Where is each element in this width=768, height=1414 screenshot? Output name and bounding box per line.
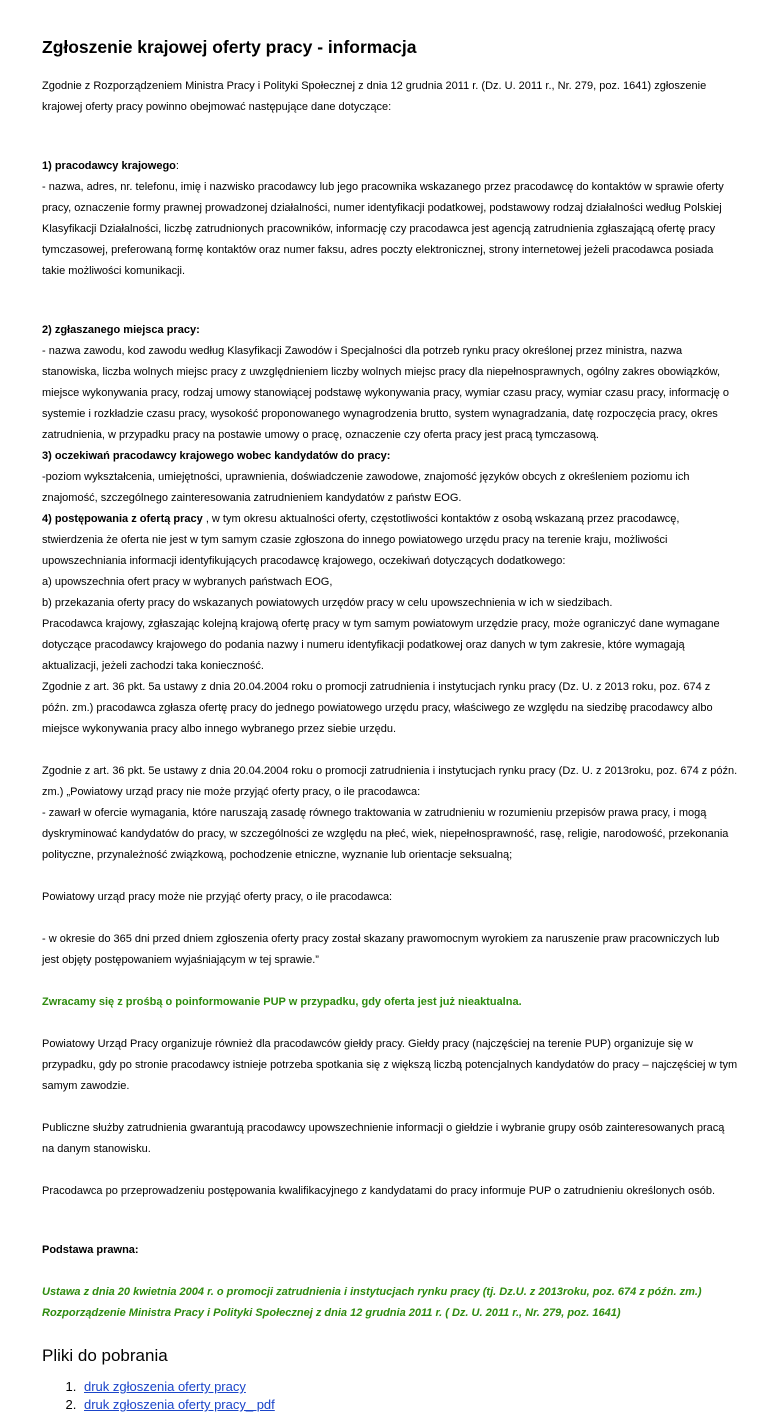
paragraph-art-5a: Zgodnie z art. 36 pkt. 5a ustawy z dnia 20.04.2004 roku o promocji zatrudnienia i instytucjach rynku pracy (Dz. U. z 2013 roku, poz. 674 z późn. zm.) pracodawca zgłasza ofertę pracy do jednego powiatowego urzędu pracy, właściwego ze względu na siedzibę pracodawcy albo miejsce wykonywania pracy albo innego wybranego przez siebie urzędu. <box>42 681 713 735</box>
section-procedure: 4) postępowania z ofertą pracy , w tym okresu aktualności oferty, częstotliwości kontaktów z osobą wskazaną przez pracodawcę, stwierdzenia że oferta nie jest w tym samym czasie zgłoszona do innego powiatowego urzędu pracy na terenie kraju, możliwości upowszechniania informacji identyfikujących pracodawcę krajowego, oczekiwań dotyczących dodatkowego: <box>42 513 680 567</box>
paragraph-job-fairs: Powiatowy Urząd Pracy organizuje również dla pracodawców giełdy pracy. Giełdy pracy (najczęściej na terenie PUP) organizuje się w przypadku, gdy po stronie pracodawcy istnieje potrzeba spotkania się z większą liczbą potencjalnych kandydatów do pracy – najczęściej w tym samym zawodzie. <box>42 1038 738 1092</box>
paragraph-may-reject: Powiatowy urząd pracy może nie przyjąć oferty pracy, o ile pracodawca: <box>42 891 393 903</box>
download-link-doc[interactable]: druk zgłoszenia oferty pracy <box>84 1379 246 1394</box>
section-expectations-heading: 3) oczekiwań pracodawcy krajowego wobec kandydatów do pracy: <box>42 450 391 462</box>
paragraph-art-5e-item: - zawarł w ofercie wymagania, które naruszają zasadę równego traktowania w zatrudnieniu w rozumieniu przepisów prawa pracy, i mogą dyskryminować kandydatów do pracy, w szczególności ze względu na płeć, wiek, niepełnosprawność, rasę, religie, narodowość, przekonania polityczne, przynależność związkową, pochodzenie etniczne, wyznanie lub orientacje seksualną; <box>42 807 729 861</box>
section-employer: 1) pracodawcy krajowego: <box>42 160 179 172</box>
download-item <box>80 1378 738 1396</box>
section-expectations <box>42 446 738 467</box>
download-link-pdf[interactable]: druk zgłoszenia oferty pracy_ pdf <box>84 1397 275 1412</box>
section-workplace <box>42 320 738 341</box>
paragraph-art-5e: Zgodnie z art. 36 pkt. 5e ustawy z dnia 20.04.2004 roku o promocji zatrudnienia i instytucjach rynku pracy (Dz. U. z 2013roku, poz. 674 z późn. zm.) „Powiatowy urząd pracy nie może przyjąć oferty pracy, o ile pracodawca: <box>42 765 738 798</box>
legal-basis-heading: Podstawa prawna: <box>42 1244 139 1256</box>
downloads-heading: Pliki do pobrania <box>42 1346 168 1365</box>
download-item <box>80 1396 738 1414</box>
section-employer-heading: 1) pracodawcy krajowego <box>42 160 176 172</box>
law-act-2: Rozporządzenie Ministra Pracy i Polityki Społecznej z dnia 12 grudnia 2011 r. ( Dz. U. 2011 r., Nr. 279, poz. 1641) <box>42 1307 621 1319</box>
paragraph-public-services: Publiczne służby zatrudnienia gwarantują pracodawcy upowszechnienie informacji o giełdzie i wybranie grupy osób zainteresowanych pracą na danym stanowisku. <box>42 1122 725 1155</box>
procedure-item-a: a) upowszechnia ofert pracy w wybranych państwach EOG, <box>42 576 333 588</box>
section-workplace-text: - nazwa zawodu, kod zawodu według Klasyfikacji Zawodów i Specjalności dla potrzeb rynku pracy określonej przez ministra, nazwa stanowiska, liczba wolnych miejsc pracy z uwzględnieniem liczby wolnych miejsc pracy dla niepełnosprawnych, ogólny zakres obowiązków, miejsce wykonywania pracy, rodzaj umowy stanowiącej podstawę wykonywania pracy, wymiar czasu pracy, wymiar czasu pracy, informację o systemie i rozkładzie czasu pracy, wysokość proponowanego wynagrodzenia brutto, system wynagradzania, datę rozpoczęcia pracy, okres zatrudnienia, w przypadku pracy na postawie umowy o pracę, oznaczenie czy oferta pracy jest pracą tymczasową. <box>42 345 729 441</box>
section-workplace-heading: 2) zgłaszanego miejsca pracy: <box>42 324 200 336</box>
paragraph-next-offer: Pracodawca krajowy, zgłaszając kolejną krajową ofertę pracy w tym samym powiatowym urzędzie pracy, może ograniczyć dane wymagane dotyczące pracodawcy krajowego do podania nazwy i numeru identyfikacji podatkowej oraz danych w tym zakresie, które wymagają aktualizacji, jeżeli zachodzi taka konieczność. <box>42 618 720 672</box>
paragraph-employer-informs: Pracodawca po przeprowadzeniu postępowania kwalifikacyjnego z kandydatami do pracy informuje PUP o zatrudnieniu określonych osób. <box>42 1185 716 1197</box>
law-act-1: Ustawa z dnia 20 kwietnia 2004 r. o promocji zatrudnienia i instytucjach rynku pracy (tj. Dz.U. z 2013roku, poz. 674 z późn. zm.) <box>42 1286 702 1298</box>
intro-paragraph: Zgodnie z Rozporządzeniem Ministra Pracy i Polityki Społecznej z dnia 12 grudnia 2011 r. (Dz. U. 2011 r., Nr. 279, poz. 1641) zgłoszenie krajowej oferty pracy powinno obejmować następujące dane dotyczące: <box>42 80 707 113</box>
notice-outdated-offer: Zwracamy się z prośbą o poinformowanie PUP w przypadku, gdy oferta jest już nieaktualna. <box>42 996 522 1008</box>
downloads-list <box>42 1378 738 1414</box>
section-procedure-heading: 4) postępowania z ofertą pracy <box>42 513 203 525</box>
legal-basis <box>42 1240 738 1261</box>
section-employer-text: - nazwa, adres, nr. telefonu, imię i nazwisko pracodawcy lub jego pracownika wskazanego przez pracodawcę do kontaktów w sprawie oferty pracy, oznaczenie formy prawnej prowadzonej działalności, numer identyfikacji podatkowej, podstawowy rodzaj działalności według Polskiej Klasyfikacji Działalności, liczbę zatrudnionych pracowników, informację czy pracodawca jest agencją zatrudnienia zgłaszającą ofertę pracy tymczasowej, preferowaną formę kontaktów oraz numer faksu, adres poczty elektronicznej, strony internetowej jeżeli pracodawca posiada takie możliwości komunikacji. <box>42 181 724 277</box>
page-title: Zgłoszenie krajowej oferty pracy - informacja <box>42 37 417 57</box>
section-expectations-text: -poziom wykształcenia, umiejętności, uprawnienia, doświadczenie zawodowe, znajomość języków obcych z określeniem poziomu ich znajomość, szczególnego zainteresowania zatrudnieniem kandydatów z państw EOG. <box>42 471 690 504</box>
paragraph-365-days: - w okresie do 365 dni przed dniem zgłoszenia oferty pracy został skazany prawomocnym wyrokiem za naruszenie praw pracowniczych lub jest objęty postępowaniem wyjaśniającym w tej sprawie.” <box>42 933 720 966</box>
procedure-item-b: b) przekazania oferty pracy do wskazanych powiatowych urzędów pracy w celu upowszechnienia w ich w siedzibach. <box>42 597 613 609</box>
